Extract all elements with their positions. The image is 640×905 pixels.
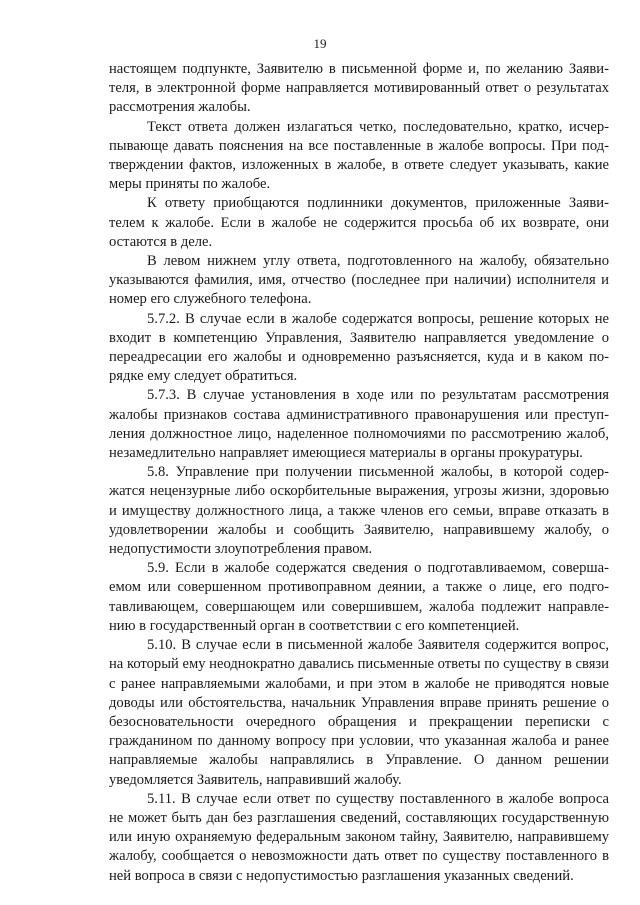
page-number: 19 [313,36,327,51]
paragraph-response-text: Текст ответа должен излагаться четко, последовательно, кратко, исчерпывающе давать пояснения на все поставленные в жалобе вопросы. При подтверждении фактов, изложенных в жалобе, в ответе следует указывать, какие меры приняты по жалобе. [109,118,609,193]
paragraph-5-7-2: 5.7.2. В случае если в жалобе содержатся вопросы, решение которых не входит в компетенцию Управления, Заявителю направляется уведомление о переадресации его жалобы и одновременно разъясняется, куда и в каком порядке ему следует обратиться. [109,310,609,385]
paragraph-continuation: настоящем подпункте, Заявителю в письменной форме и, по желанию Заявителя, в электронной форме направляется мотивированный ответ о результатах рассмотрения жалобы. [109,61,609,116]
paragraph-5-11: 5.11. В случае если ответ по существу поставленного в жалобе вопроса не может быть дан без разглашения сведений, составляющих государственную или иную охраняемую федеральным законом тайну, Заявителю, направившему жалобу, сообщается о невозможности дать ответ по существу поставленного в ней вопроса в связи с недопустимостью разглашения указанных сведений. [109,790,609,884]
paragraph-5-9: 5.9. Если в жалобе содержатся сведения о подготавливаемом, совершаемом или совершенном противоправном деянии, а также о лице, его подготавливающем, совершающем или совершившем, жалоба подлежит направлению в государственный орган в соответствии с его компетенцией. [109,560,609,634]
paragraph-5-10: 5.10. В случае если в письменной жалобе Заявителя содержится вопрос, на который ему неоднократно давались письменные ответы по существу в связи с ранее направляемыми жалобами, и при этом в жалобе не приводятся новые доводы или обстоятельства, начальник Управления вправе принять решение о безосновательности очередного обращения и прекращении переписки с гражданином по данному вопросу при условии, что указанная жалоба и ранее направляемые жалобы направлялись в Управление. О данном решении уведомляется Заявитель, направивший жалобу. [109,637,609,788]
paragraph-attachments: К ответу приобщаются подлинники документов, приложенные Заявителем к жалобе. Если в жалобе не содержится просьба об их возврате, они остаются в деле. [109,195,609,250]
paragraph-5-7-3: 5.7.3. В случае установления в ходе или по результатам рассмотрения жалобы признаков состава административного правонарушения или преступления должностное лицо, наделенное полномочиями по рассмотрению жалоб, незамедлительно направляет имеющиеся материалы в органы прокуратуры. [109,387,609,462]
paragraph-5-8: 5.8. Управление при получении письменной жалобы, в которой содержатся нецензурные либо оскорбительные выражения, угрозы жизни, здоровью и имуществу должностного лица, а также членов его семьи, вправе отказать в удовлетворении жалобы и сообщить Заявителю, направившему жалобу, о недопустимости злоупотребления правом. [109,464,609,558]
paragraph-executor-info: В левом нижнем углу ответа, подготовленного на жалобу, обязательно указываются фамилия, имя, отчество (последнее при наличии) исполнителя и номер его служебного телефона. [109,253,609,308]
document-body [109,60,609,886]
